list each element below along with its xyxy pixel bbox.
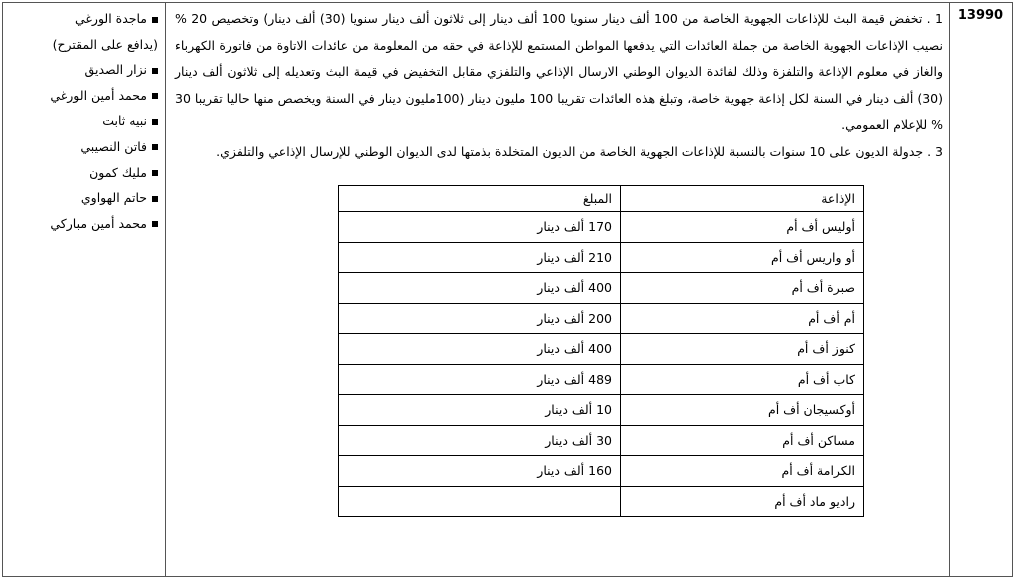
table-row bbox=[339, 395, 864, 426]
radio-name-cell: أوكسيجان أف أم bbox=[621, 395, 864, 426]
signer-list bbox=[6, 6, 158, 236]
amount-cell: 10 ألف دينار bbox=[339, 395, 621, 426]
radio-name-cell: راديو ماد أف أم bbox=[621, 486, 864, 517]
column-divider-right bbox=[949, 3, 950, 576]
signer-item bbox=[6, 57, 158, 83]
amount-cell: 400 ألف دينار bbox=[339, 273, 621, 304]
signer-item bbox=[6, 32, 158, 58]
radio-name-cell: صبرة أف أم bbox=[621, 273, 864, 304]
signer-name: حاتم الهواوي bbox=[80, 190, 147, 206]
table-row bbox=[339, 486, 864, 517]
amount-cell bbox=[339, 486, 621, 517]
table-row bbox=[339, 303, 864, 334]
table-row bbox=[339, 425, 864, 456]
radio-name-cell: مساكن أف أم bbox=[621, 425, 864, 456]
paragraph-1: 1 . تخفض قيمة البث للإذاعات الجهوية الخاصة من 100 ألف دينار سنويا 100 ألف دينار إلى ثلاثون ألف دينار سنويا (30) ألف دينار) وتخصيص 20 % نصيب الإذاعات الجهوية الخاصة من جملة العائدات التي يدفعها المواطن المستمع للإذاعة في حقه من المعلومة من عائدات الاتاوة من فاتورة الكهرباء والغاز في معلوم الإذاعة والتلفزة وذلك لفائدة الديوان الوطني الارسال الإذاعي والتلفزي مقابل التخفيض في قيمة البث وتعديله إلى ثلاثون ألف دينار (30) ألف دينار في السنة لكل إذاعة جهوية خاصة، وتبلغ هذه العائدات تقريبا 100 مليون دينار (100مليون دينار في السنة ويخصص منها حاليا تقريبا 30 % للإعلام العمومي. bbox=[175, 11, 944, 132]
signer-name: مليك كمون bbox=[89, 164, 147, 180]
signer-item bbox=[6, 83, 158, 109]
radio-name-cell: أم أف أم bbox=[621, 303, 864, 334]
amount-cell: 200 ألف دينار bbox=[339, 303, 621, 334]
proposal-content bbox=[175, 6, 943, 165]
table-row bbox=[339, 242, 864, 273]
bullet-icon bbox=[152, 196, 158, 202]
signer-name: (يدافع على المقترح) bbox=[52, 36, 158, 52]
signer-name: ماجدة الورغي bbox=[74, 11, 147, 26]
radio-name-cell: أوليس أف أم bbox=[621, 212, 864, 243]
bullet-icon bbox=[152, 170, 158, 176]
amount-cell: 30 ألف دينار bbox=[339, 425, 621, 456]
table-header-row bbox=[339, 186, 864, 212]
signer-item bbox=[6, 211, 158, 237]
signer-item bbox=[6, 6, 158, 32]
radio-name-cell: كنوز أف أم bbox=[621, 334, 864, 365]
radio-name-cell: أو واريس أف أم bbox=[621, 242, 864, 273]
signer-item bbox=[6, 160, 158, 186]
bullet-icon bbox=[152, 221, 158, 227]
radio-name-cell: كاب أف أم bbox=[621, 364, 864, 395]
amount-cell: 210 ألف دينار bbox=[339, 242, 621, 273]
signer-name: نبيه ثابت bbox=[102, 113, 147, 129]
bullet-icon bbox=[152, 144, 158, 150]
table-body bbox=[339, 212, 864, 517]
table-row bbox=[339, 364, 864, 395]
signer-name: محمد أمين الورغي bbox=[50, 87, 147, 103]
radio-amounts-table bbox=[338, 185, 864, 517]
signer-name: محمد أمين مباركي bbox=[50, 215, 147, 231]
bullet-icon bbox=[152, 93, 158, 99]
signer-item bbox=[6, 185, 158, 211]
signers-column bbox=[6, 6, 158, 236]
table-row bbox=[339, 456, 864, 487]
bullet-icon bbox=[152, 17, 158, 23]
amount-cell: 489 ألف دينار bbox=[339, 364, 621, 395]
bullet-icon bbox=[152, 119, 158, 125]
signer-name: نزار الصديق bbox=[84, 62, 147, 78]
table-row bbox=[339, 273, 864, 304]
paragraph-3: 3 . جدولة الديون على 10 سنوات بالنسبة للإذاعات الجهوية الخاصة من الديون المتخلدة بذمتها لدى الديوان الوطني للإرسال الإذاعي والتلفزي. bbox=[216, 143, 943, 159]
header-amount: المبلغ bbox=[339, 186, 621, 212]
bullet-icon bbox=[152, 68, 158, 74]
radio-name-cell: الكرامة أف أم bbox=[621, 456, 864, 487]
amount-cell: 160 ألف دينار bbox=[339, 456, 621, 487]
header-radio: الإذاعة bbox=[621, 186, 864, 212]
amount-cell: 400 ألف دينار bbox=[339, 334, 621, 365]
signer-name: فاتن النصيبي bbox=[80, 138, 147, 154]
table-row bbox=[339, 334, 864, 365]
signer-item bbox=[6, 108, 158, 134]
amount-cell: 170 ألف دينار bbox=[339, 212, 621, 243]
column-divider-left bbox=[165, 3, 166, 576]
table-row bbox=[339, 212, 864, 243]
row-number: 13990 bbox=[957, 8, 1004, 23]
signer-item bbox=[6, 134, 158, 160]
